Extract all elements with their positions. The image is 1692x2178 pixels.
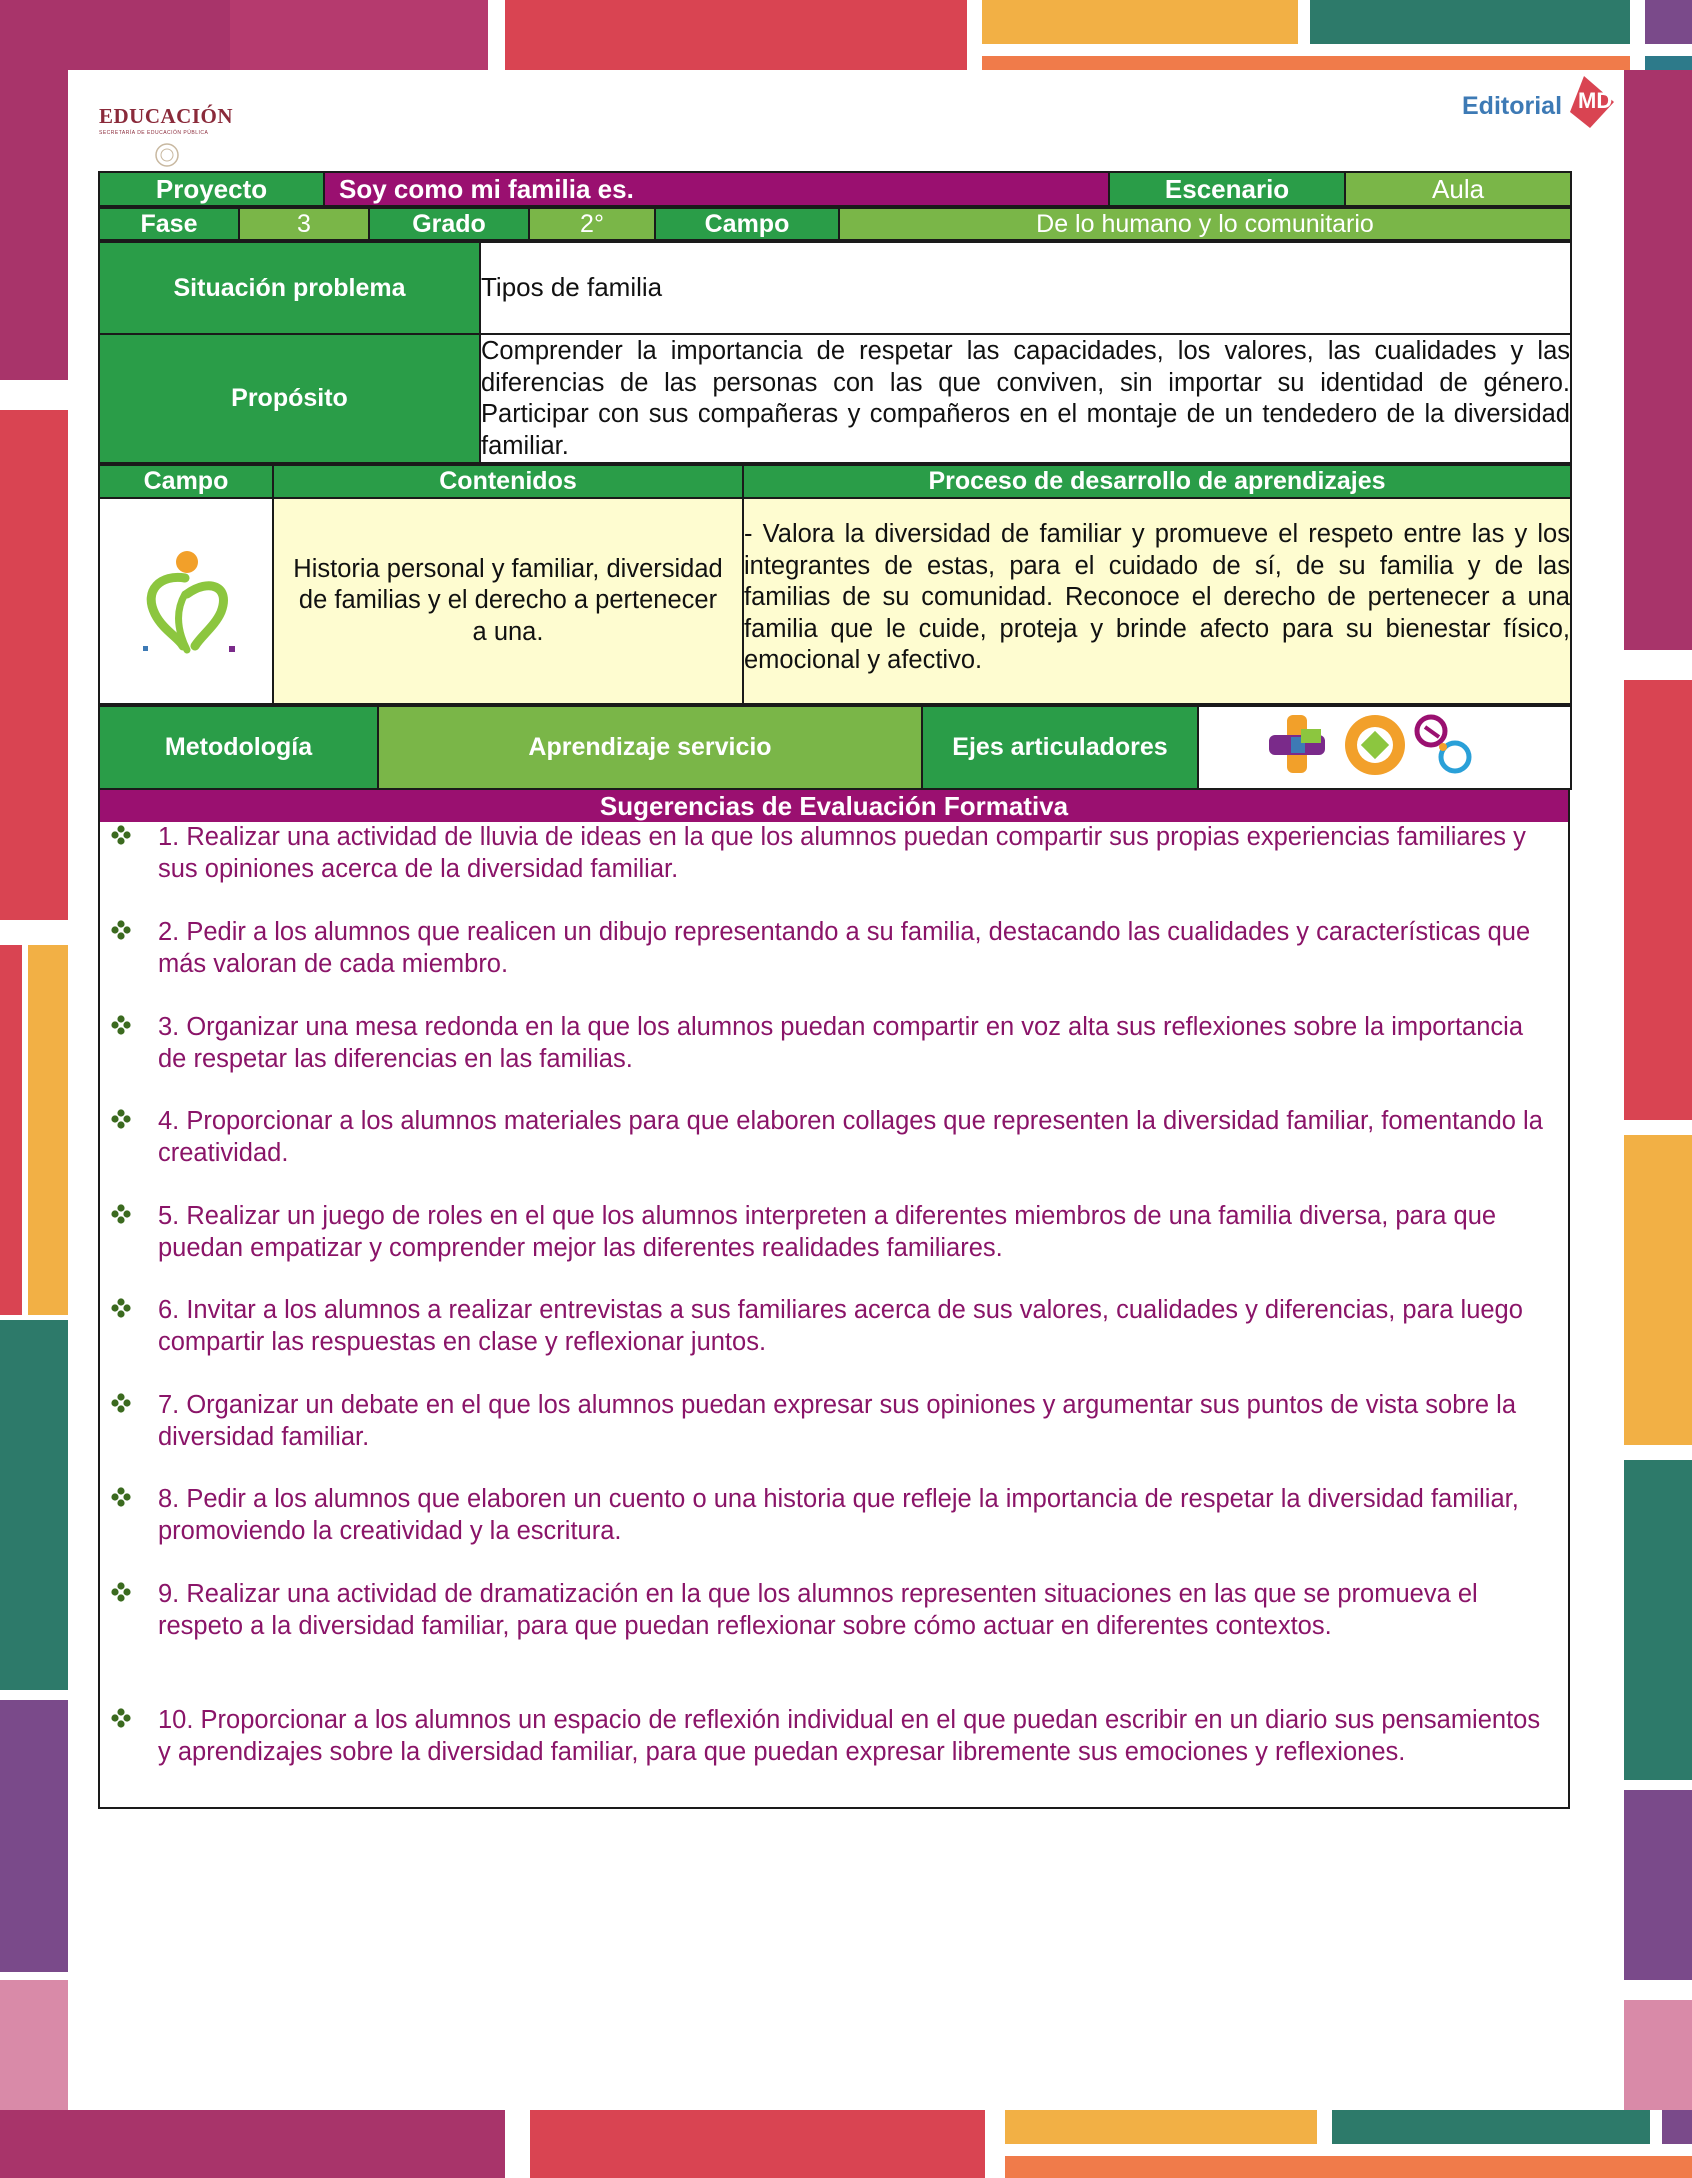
header-table (98, 171, 1572, 207)
situacion-label: Situación problema (99, 242, 480, 334)
fase-value: 3 (239, 208, 369, 240)
proyecto-value: Soy como mi familia es. (324, 172, 1109, 206)
diamond-bullet-icon (110, 1297, 132, 1319)
educacion-logo (99, 104, 249, 174)
proceso-column-header: Proceso de desarrollo de aprendizajes (743, 465, 1571, 498)
metodologia-label: Metodología (99, 706, 378, 789)
contenidos-value: Historia personal y familiar, diversidad de familias y el derecho a pertenecer a una. (273, 498, 743, 704)
diamond-bullet-icon (110, 1203, 132, 1225)
proyecto-label: Proyecto (99, 172, 324, 206)
contenidos-table (98, 464, 1572, 705)
sugerencia-text: 1. Realizar una actividad de lluvia de ideas en la que los alumnos puedan compartir sus propias experiencias familiares y sus opiniones acerca de la diversidad familiar. (158, 823, 1526, 883)
inclusion-icon (1269, 715, 1325, 773)
sugerencia-text: 8. Pedir a los alumnos que elaboren un cuento o una historia que refleje la importancia de respetar la diversidad familiar, promoviendo la creatividad y la escritura. (158, 1485, 1519, 1545)
diamond-bullet-icon (110, 824, 132, 846)
campo-value: De lo humano y lo comunitario (839, 208, 1571, 240)
sugerencia-text: 9. Realizar una actividad de dramatización en la que los alumnos representen situaciones en las que se promueva el respeto a la diversidad familiar, para que puedan reflexionar sobre cómo actuar en diferentes contextos. (158, 1580, 1478, 1640)
proceso-value: - Valora la diversidad de familiar y promueve el respeto entre las y los integrantes de estas, para el cuidado de sí, de su familia y de las familias de su comunidad. Reconoce el derecho de pertenecer a una familia que le cuide, proteja y brinde afecto para su bienestar físico, emocional y afectivo. (743, 498, 1571, 704)
campo-column-header: Campo (99, 465, 273, 498)
grado-label: Grado (369, 208, 529, 240)
escenario-value: Aula (1345, 172, 1571, 206)
diamond-bullet-icon (110, 1707, 132, 1729)
grado-value: 2° (529, 208, 655, 240)
seal-icon (147, 142, 187, 168)
md-mark-icon (1562, 72, 1618, 130)
planning-document (98, 171, 1570, 1809)
diamond-bullet-icon (110, 1014, 132, 1036)
situacion-proposito-table (98, 241, 1572, 464)
educacion-logo-subtitle: SECRETARÍA DE EDUCACIÓN PÚBLICA (99, 130, 209, 136)
interculturalidad-icon (1417, 717, 1469, 771)
md-mark-text: MD (1578, 88, 1613, 113)
sugerencia-text: 3. Organizar una mesa redonda en la que los alumnos puedan compartir en voz alta sus reflexiones sobre la importancia de respetar las diferencias en las familias. (158, 1013, 1524, 1073)
sugerencia-text: 4. Proporcionar a los alumnos materiales para que elaboren collages que representen la diversidad familiar, fomentando la creatividad. (158, 1107, 1543, 1167)
contenidos-column-header: Contenidos (273, 465, 743, 498)
proposito-label: Propósito (99, 334, 480, 463)
metodologia-value: Aprendizaje servicio (378, 706, 922, 789)
diamond-bullet-icon (110, 919, 132, 941)
ejes-articuladores-icon (1265, 707, 1505, 783)
sugerencia-text: 5. Realizar un juego de roles en el que los alumnos interpreten a diferentes miembros de una familia diversa, para que puedan empatizar y comprender mejor las diferentes realidades familiares. (158, 1202, 1497, 1262)
sugerencias-list (98, 822, 1570, 1809)
metodologia-table (98, 705, 1572, 790)
proposito-value: Comprender la importancia de respetar las capacidades, los valores, las cualidades y las diferencias de las personas con las que conviven, sin importar su identidad de género. Participar con sus compañeras y compañeros en el montaje de un tendedero de la diversidad familiar. (480, 334, 1571, 463)
editorial-md-logo (1460, 72, 1618, 132)
ejes-label: Ejes articuladores (922, 706, 1198, 789)
sugerencia-text: 6. Invitar a los alumnos a realizar entrevistas a sus familiares acerca de sus valores, cualidades y diferencias, para luego compartir las respuestas en clase y reflexionar juntos. (158, 1296, 1523, 1356)
educacion-logo-text: EDUCACIÓN (99, 104, 234, 128)
diamond-bullet-icon (110, 1486, 132, 1508)
sugerencia-text: 7. Organizar un debate en el que los alumnos puedan expresar sus opiniones y argumentar sus puntos de vista sobre la diversidad familiar. (158, 1391, 1516, 1451)
fase-table (98, 207, 1572, 241)
pensamiento-critico-icon (1345, 715, 1405, 775)
campo-logo-cell (99, 498, 273, 704)
diamond-bullet-icon (110, 1392, 132, 1414)
editorial-logo-text: Editorial (1462, 92, 1563, 120)
sugerencia-text: 2. Pedir a los alumnos que realicen un dibujo representando a su familia, destacando las cualidades y características que más valoran de cada miembro. (158, 918, 1531, 978)
sugerencia-text: 10. Proporcionar a los alumnos un espacio de reflexión individual en el que puedan escribir en un diario sus pensamientos y aprendizajes sobre la diversidad familiar, para que puedan expresar libremente sus emociones y reflexiones. (158, 1706, 1541, 1766)
humano-comunitario-icon (121, 534, 251, 664)
fase-label: Fase (99, 208, 239, 240)
situacion-value: Tipos de familia (480, 242, 1571, 334)
escenario-label: Escenario (1109, 172, 1345, 206)
sugerencias-title: Sugerencias de Evaluación Formativa (98, 790, 1570, 822)
diamond-bullet-icon (110, 1108, 132, 1130)
ejes-icons-cell (1198, 706, 1571, 789)
diamond-bullet-icon (110, 1581, 132, 1603)
campo-label: Campo (655, 208, 839, 240)
